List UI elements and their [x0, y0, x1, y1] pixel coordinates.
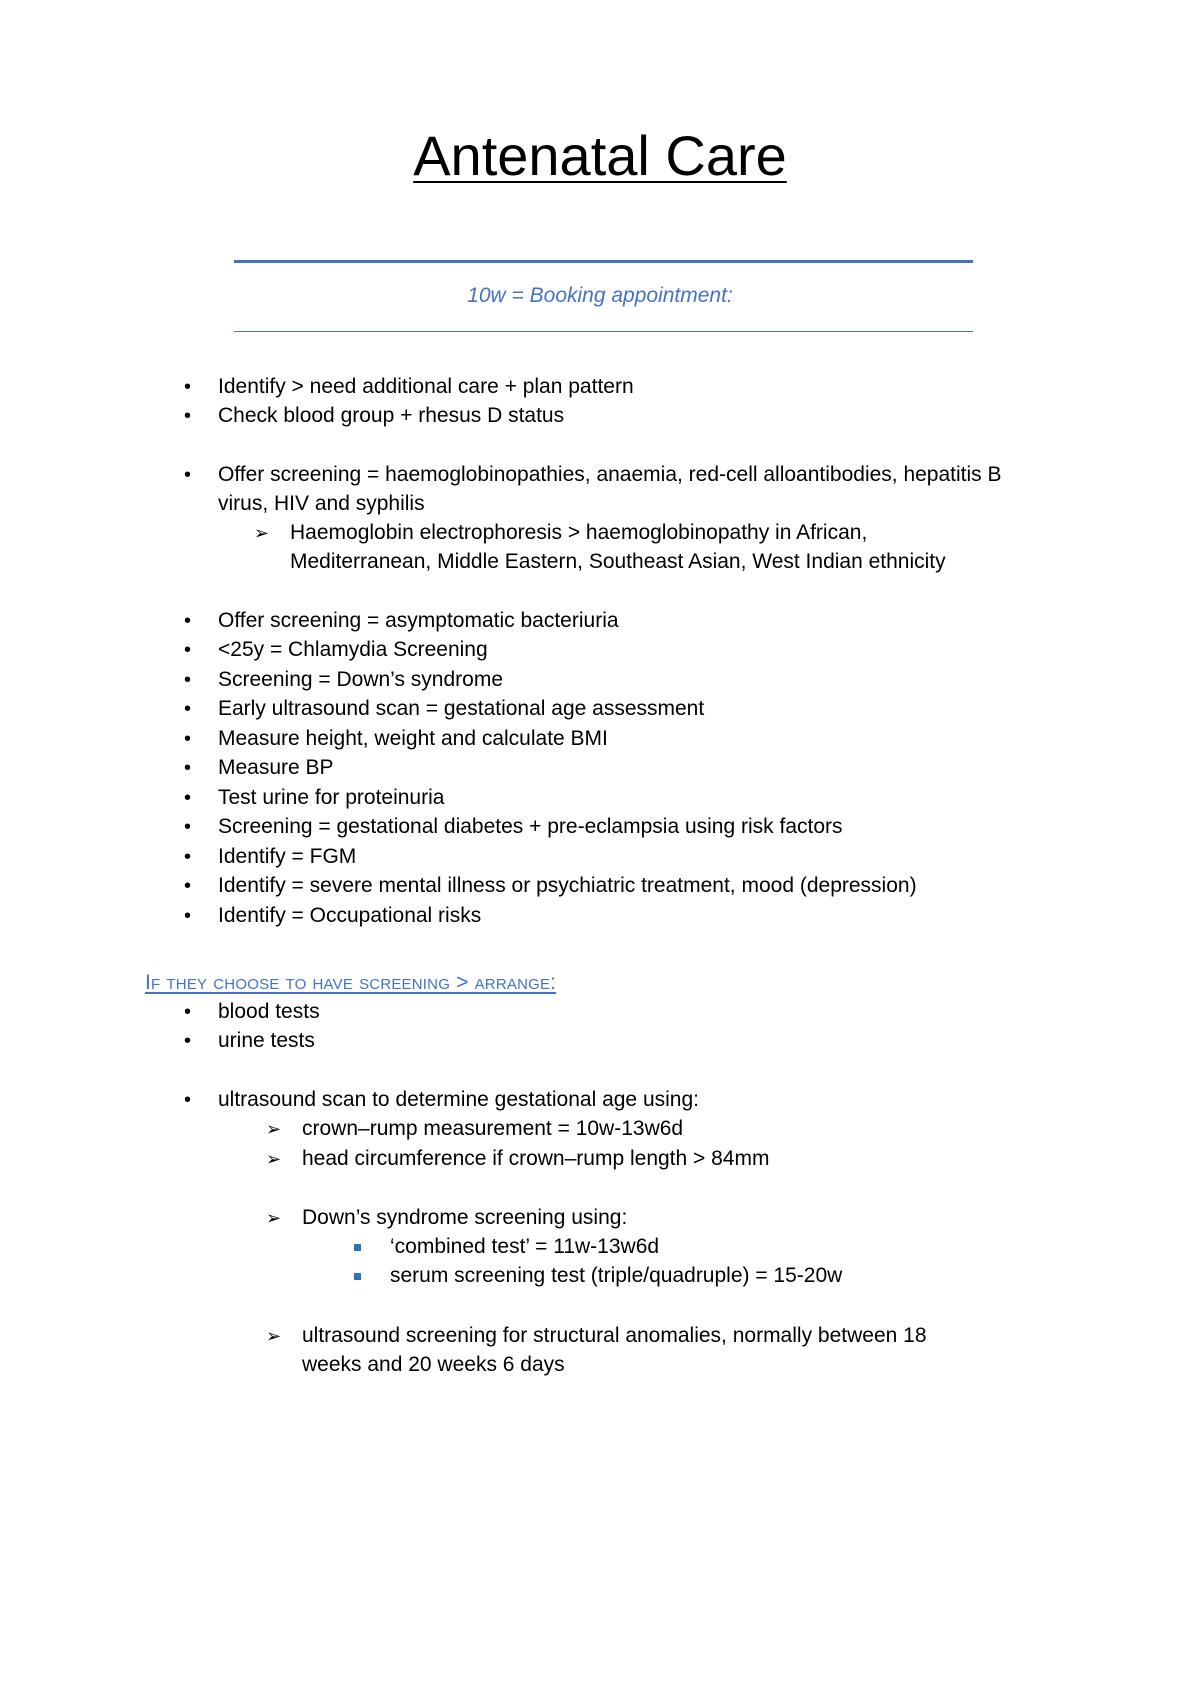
list-item-text: Identify = severe mental illness or psychiatric treatment, mood (depression) — [218, 874, 917, 897]
list-item-text: Measure height, weight and calculate BMI — [218, 727, 608, 750]
screening-heading: If they choose to have screening > arrange: — [145, 971, 557, 994]
bullet-icon: • — [184, 698, 192, 720]
page-title: Antenatal Care — [413, 124, 787, 187]
list-item-text: Screening = gestational diabetes + pre-eclampsia using risk factors — [218, 815, 843, 838]
list-item-text: Identify = FGM — [218, 845, 357, 868]
arrow-bullet-icon: ➢ — [266, 1149, 282, 1169]
list-item-text: ultrasound scan to determine gestational age using: — [218, 1088, 699, 1111]
sub-list-item-text: head circumference if crown–rump length > 84mm — [302, 1147, 770, 1170]
list-item-text: Identify > need additional care + plan pattern — [218, 375, 634, 398]
bullet-icon: • — [184, 875, 192, 897]
sub-list-item-text: weeks and 20 weeks 6 days — [302, 1353, 565, 1376]
bullet-icon: • — [184, 846, 192, 868]
bullet-icon: • — [184, 757, 192, 779]
bullet-icon: • — [184, 639, 192, 661]
bullet-icon: • — [184, 905, 192, 927]
bullet-icon: • — [184, 1030, 192, 1052]
list-item-text: Check blood group + rhesus D status — [218, 404, 565, 427]
sub-list-item-text: ultrasound screening for structural anomalies, normally between 18 — [302, 1324, 927, 1347]
arrow-bullet-icon: ➢ — [254, 523, 270, 543]
list-item-text: urine tests — [218, 1029, 315, 1052]
subtitle-top-rule — [234, 260, 973, 263]
list-item-text: Offer screening = haemoglobinopathies, anaemia, red-cell alloantibodies, hepatitis B — [218, 463, 1002, 486]
bullet-icon: • — [184, 1089, 192, 1111]
list-item-text: Identify = Occupational risks — [218, 904, 482, 927]
bullet-icon: • — [184, 610, 192, 632]
sub-sub-list-item-text: serum screening test (triple/quadruple) = 15-20w — [390, 1264, 843, 1287]
arrow-bullet-icon: ➢ — [266, 1208, 282, 1228]
sub-list-item-text: Haemoglobin electrophoresis > haemoglobinopathy in African, — [290, 521, 868, 544]
list-item-text: Screening = Down’s syndrome — [218, 668, 504, 691]
list-item-text: virus, HIV and syphilis — [218, 492, 425, 515]
square-bullet-icon — [354, 1244, 361, 1251]
sub-sub-list-item-text: ‘combined test’ = 11w-13w6d — [390, 1235, 660, 1258]
square-bullet-icon — [354, 1273, 361, 1280]
sub-list-item-text: Mediterranean, Middle Eastern, Southeast Asian, West Indian ethnicity — [290, 550, 946, 573]
bullet-icon: • — [184, 464, 192, 486]
list-item-text: blood tests — [218, 1000, 320, 1023]
bullet-icon: • — [184, 816, 192, 838]
bullet-icon: • — [184, 376, 192, 398]
sub-list-item-text: Down’s syndrome screening using: — [302, 1206, 628, 1229]
bullet-icon: • — [184, 787, 192, 809]
list-item-text: Offer screening = asymptomatic bacteriuria — [218, 609, 619, 632]
arrow-bullet-icon: ➢ — [266, 1326, 282, 1346]
arrow-bullet-icon: ➢ — [266, 1119, 282, 1139]
list-item-text: <25y = Chlamydia Screening — [218, 638, 488, 661]
bullet-icon: • — [184, 728, 192, 750]
sub-list-item-text: crown–rump measurement = 10w-13w6d — [302, 1117, 684, 1140]
bullet-icon: • — [184, 669, 192, 691]
subtitle-bottom-rule — [234, 331, 973, 332]
bullet-icon: • — [184, 405, 192, 427]
list-item-text: Measure BP — [218, 756, 334, 779]
list-item-text: Test urine for proteinuria — [218, 786, 445, 809]
list-item-text: Early ultrasound scan = gestational age assessment — [218, 697, 705, 720]
booking-subtitle: 10w = Booking appointment: — [467, 284, 733, 307]
bullet-icon: • — [184, 1001, 192, 1023]
